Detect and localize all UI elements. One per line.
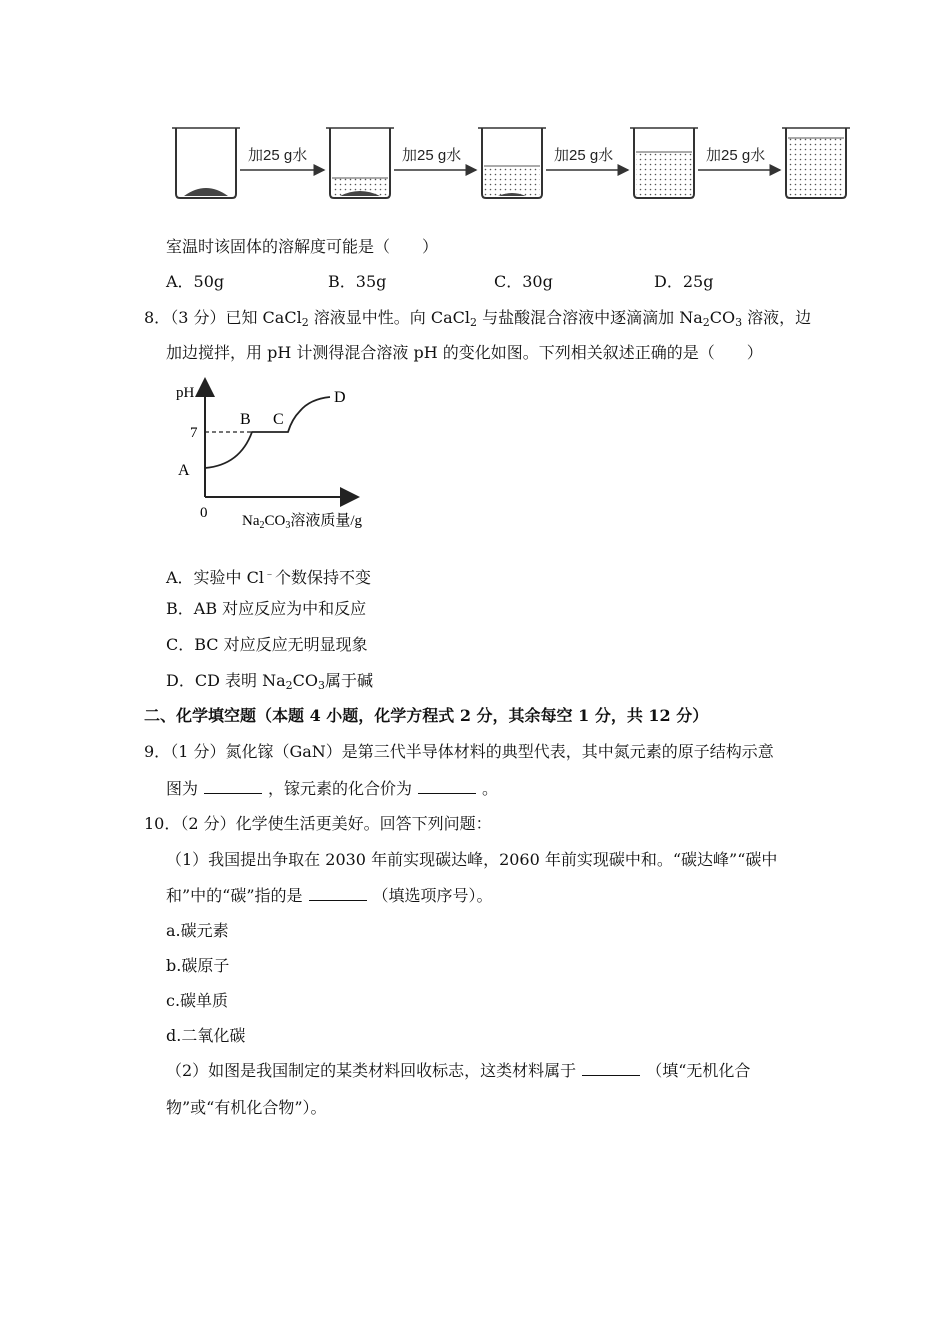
q8-text: 溶液，边 bbox=[742, 308, 812, 327]
q9-number: 9． bbox=[144, 742, 171, 761]
section-title: 二、化学填空题（本题 4 小题，化学方程式 2 分，其余每空 1 分，共 12 分） bbox=[144, 706, 709, 725]
q9-blank-1[interactable] bbox=[204, 779, 262, 794]
q10-number: 10． bbox=[144, 814, 181, 833]
x-axis-label-part: Na bbox=[242, 513, 260, 529]
q8-option-d[interactable] bbox=[166, 670, 373, 697]
q10-part2-line2: 物”或“有机化合物”）。 bbox=[166, 1098, 327, 1117]
q10-part2-line1 bbox=[166, 1060, 750, 1082]
point-d-label: D bbox=[334, 389, 346, 406]
q9-line2 bbox=[166, 778, 498, 800]
point-a-label: A bbox=[178, 462, 190, 479]
point-c-label: C bbox=[273, 411, 284, 428]
ph-axis-label: pH bbox=[176, 385, 195, 401]
arrow-label-4: 加25 g水 bbox=[706, 147, 766, 164]
q10-blank-1[interactable] bbox=[309, 886, 367, 901]
q8-option-d-sub: 3 bbox=[317, 679, 325, 692]
q8-text: 与盐酸混合溶液中逐滴滴加 Na bbox=[477, 308, 703, 327]
q9-blank-2[interactable] bbox=[418, 779, 476, 794]
ph7-label: 7 bbox=[190, 425, 198, 441]
q10-text: 和”中的“碳”指的是 bbox=[166, 886, 303, 905]
q7-stem: 室温时该固体的溶解度可能是（ ） bbox=[166, 237, 439, 256]
x-axis-label-sub: 2 bbox=[259, 520, 265, 531]
q9-text: ，镓元素的化合价为 bbox=[268, 779, 413, 798]
q10-text: （填选项序号）。 bbox=[372, 886, 493, 905]
q8-sub: 2 bbox=[470, 316, 478, 329]
q8-text: 溶液显中性。向 CaCl bbox=[308, 308, 471, 327]
q10-text: （2）如图是我国制定的某类材料回收标志，这类材料属于 bbox=[166, 1061, 577, 1080]
origin-label: 0 bbox=[200, 505, 208, 521]
x-axis-label-sub: 3 bbox=[285, 520, 291, 531]
beaker-5 bbox=[782, 128, 850, 198]
q7-option-b[interactable]: B．35g bbox=[328, 272, 387, 291]
q10-part1-line2 bbox=[166, 885, 493, 907]
q8-text: （3 分）已知 CaCl bbox=[170, 308, 302, 327]
q7-option-d[interactable]: D．25g bbox=[654, 272, 714, 291]
ph-graph bbox=[170, 375, 400, 535]
q9-text: （1 分）氮化镓（GaN）是第三代半导体材料的典型代表，其中氮元素的原子结构示意 bbox=[170, 742, 774, 761]
q8-option-a[interactable] bbox=[166, 563, 371, 589]
beaker-2 bbox=[326, 128, 394, 198]
q8-option-d-text: D．CD 表明 Na bbox=[166, 671, 286, 690]
q7-option-c[interactable]: C．30g bbox=[494, 272, 553, 291]
q8-line2: 加边搅拌，用 pH 计测得混合溶液 pH 的变化如图。下列相关叙述正确的是（ ） bbox=[166, 343, 763, 362]
q10-choice-b[interactable]: b.碳原子 bbox=[166, 956, 230, 975]
beaker-4 bbox=[630, 128, 698, 198]
q8-option-c[interactable]: C．BC 对应反应无明显现象 bbox=[166, 635, 368, 654]
q10-choice-d[interactable]: d.二氧化碳 bbox=[166, 1026, 246, 1045]
q10-line1 bbox=[144, 813, 492, 835]
beaker-3 bbox=[478, 128, 546, 198]
q10-choice-a[interactable]: a.碳元素 bbox=[166, 921, 229, 940]
q8-option-a-text: 个数保持不变 bbox=[275, 568, 372, 587]
q8-option-d-text: CO bbox=[292, 671, 318, 690]
q8-sub: 2 bbox=[301, 316, 309, 329]
q8-sub: 2 bbox=[702, 316, 710, 329]
beaker-sequence-figure bbox=[168, 122, 853, 202]
q10-choice-c[interactable]: c.碳单质 bbox=[166, 991, 229, 1010]
q10-part1-line1: （1）我国提出争取在 2030 年前实现碳达峰，2060 年前实现碳中和。“碳达峰”“碳中 bbox=[166, 850, 778, 869]
q8-option-d-sub: 2 bbox=[285, 679, 293, 692]
q10-text: （2 分）化学使生活更美好。回答下列问题： bbox=[180, 814, 492, 833]
arrow-label-2: 加25 g水 bbox=[402, 147, 462, 164]
q8-option-b[interactable]: B．AB 对应反应为中和反应 bbox=[166, 599, 367, 618]
q7-option-a[interactable]: A．50g bbox=[166, 272, 225, 291]
arrow-label-3: 加25 g水 bbox=[554, 147, 614, 164]
q10-blank-2[interactable] bbox=[582, 1061, 640, 1076]
q10-text: （填“无机化合 bbox=[646, 1061, 751, 1080]
q8-option-a-text: A．实验中 Cl bbox=[166, 568, 265, 587]
q8-sub: 3 bbox=[735, 316, 743, 329]
beaker-1 bbox=[172, 128, 240, 198]
ph-curve bbox=[205, 397, 330, 468]
q8-text: CO bbox=[709, 308, 736, 327]
arrow-label-1: 加25 g水 bbox=[248, 147, 308, 164]
q8-option-a-sup: ﹣ bbox=[264, 567, 276, 580]
q8-line1 bbox=[144, 307, 811, 334]
x-axis-label-part: 溶液质量/g bbox=[290, 513, 363, 529]
q8-number: 8． bbox=[144, 308, 171, 327]
x-axis-label-part: CO bbox=[264, 513, 286, 529]
q9-text: 。 bbox=[482, 779, 499, 798]
q9-line1 bbox=[144, 741, 774, 763]
x-axis-label bbox=[242, 511, 363, 531]
q8-option-d-text: 属于碱 bbox=[324, 671, 373, 690]
q9-text: 图为 bbox=[166, 779, 199, 798]
point-b-label: B bbox=[240, 411, 251, 428]
